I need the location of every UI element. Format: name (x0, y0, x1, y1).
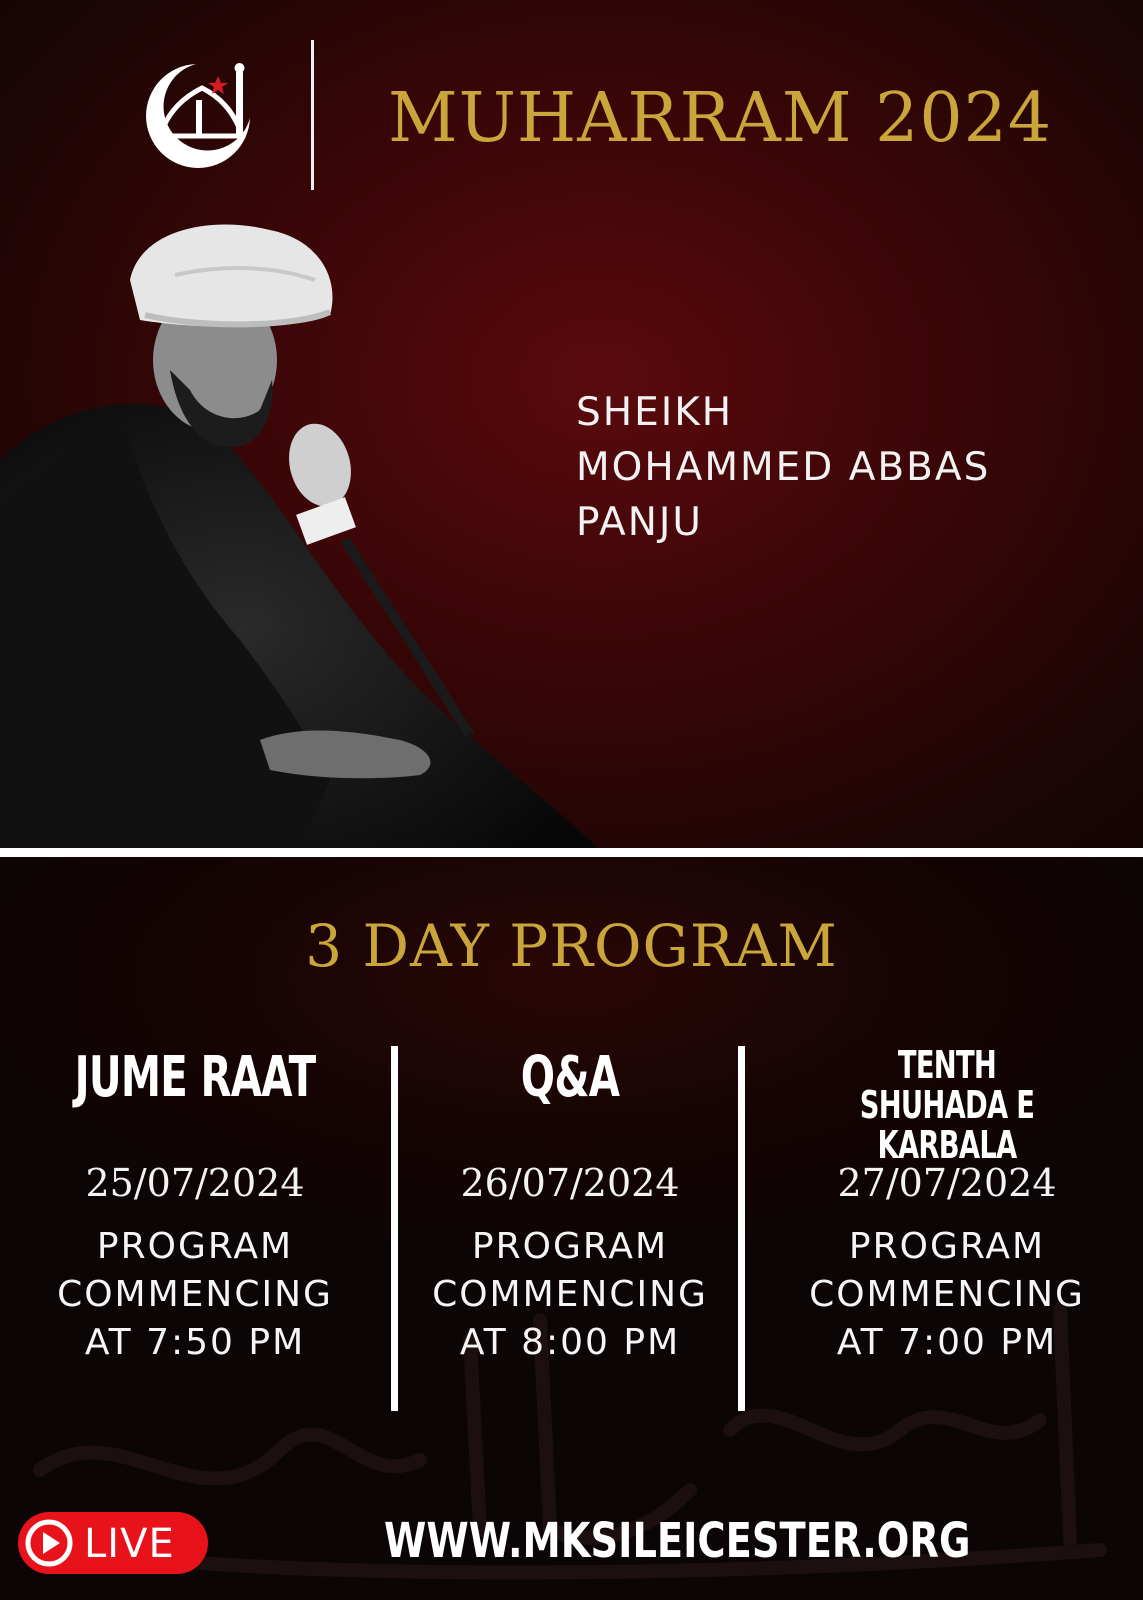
page-title: MUHARRAM 2024 (388, 79, 1053, 158)
speaker-first-name: MOHAMMED ABBAS (576, 445, 991, 490)
event-time-line: AT 7:50 PM (84, 1322, 306, 1363)
event-name: TENTH SHUHADA E KARBALA (859, 1043, 1035, 1167)
header-divider (311, 40, 314, 190)
event-name: Q&A (520, 1045, 620, 1110)
program-title: 3 DAY PROGRAM (305, 912, 838, 980)
event-time-line: PROGRAM (848, 1226, 1046, 1267)
live-label: LIVE (84, 1521, 175, 1567)
event-time (400, 1223, 740, 1367)
event-name: JUME RAAT (74, 1045, 316, 1110)
speaker-title: SHEIKH (576, 390, 734, 435)
column-divider (738, 1046, 745, 1411)
speaker-photo (0, 220, 600, 850)
speaker-last-name: PANJU (576, 500, 703, 545)
column-divider (391, 1046, 398, 1411)
event-time (25, 1223, 365, 1367)
play-icon (24, 1518, 74, 1568)
live-badge[interactable] (18, 1512, 208, 1574)
speaker-name (576, 385, 1096, 550)
section-divider (0, 848, 1143, 857)
event-time-line: AT 7:00 PM (836, 1322, 1058, 1363)
event-time (777, 1223, 1117, 1367)
event-time-line: COMMENCING (809, 1274, 1085, 1315)
event-date: 25/07/2024 (85, 1161, 305, 1205)
event-column (25, 1045, 365, 1367)
event-date: 27/07/2024 (837, 1161, 1057, 1205)
website-link[interactable]: WWW.MKSILEICESTER.ORG (384, 1513, 971, 1569)
event-time-line: AT 8:00 PM (459, 1322, 681, 1363)
event-time-line: PROGRAM (471, 1226, 669, 1267)
event-time-line: PROGRAM (96, 1226, 294, 1267)
event-column (400, 1045, 740, 1367)
event-column (777, 1045, 1117, 1367)
mosque-crescent-logo (138, 58, 258, 168)
event-date: 26/07/2024 (460, 1161, 680, 1205)
event-time-line: COMMENCING (432, 1274, 708, 1315)
event-time-line: COMMENCING (57, 1274, 333, 1315)
